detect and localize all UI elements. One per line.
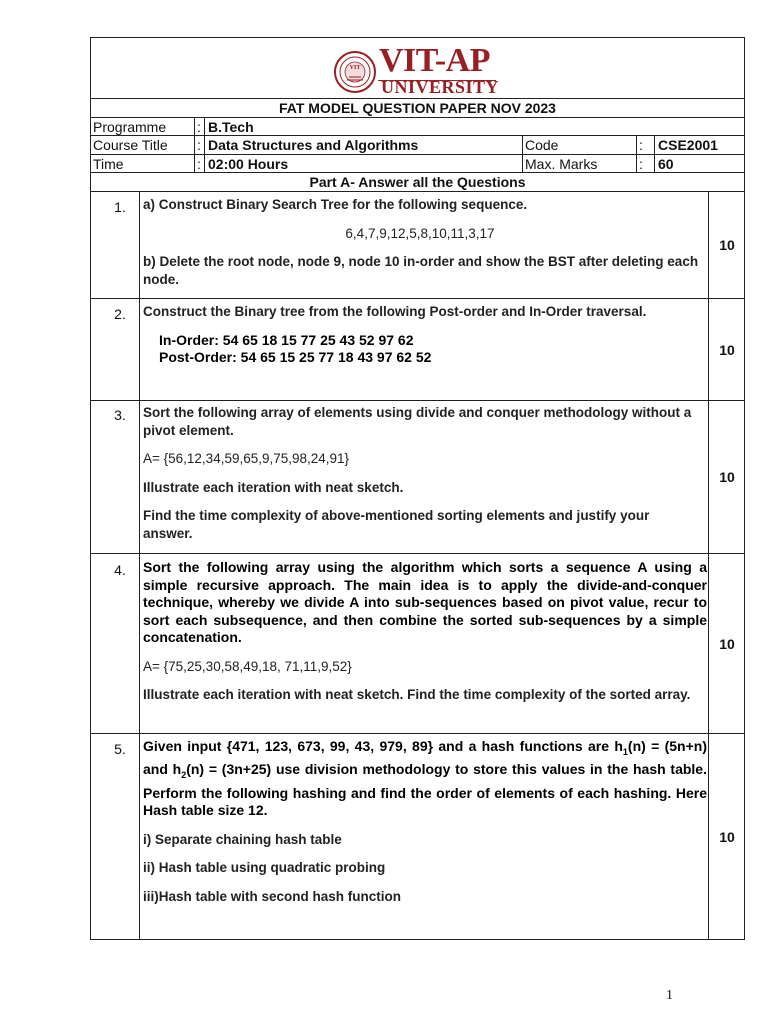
- question-marks: 10: [719, 829, 735, 845]
- programme-colon: :: [197, 119, 201, 135]
- code-colon: :: [639, 137, 643, 153]
- rule: [654, 135, 655, 172]
- question-number: 1.: [114, 199, 126, 215]
- rule: [90, 298, 745, 299]
- question-line: Post-Order: 54 65 15 25 77 18 43 97 62 52: [159, 349, 432, 365]
- time-value: 02:00 Hours: [208, 156, 289, 172]
- page-number: 1: [666, 988, 673, 1003]
- rule: [90, 117, 745, 118]
- rule: [90, 400, 745, 401]
- question-number: 4.: [114, 562, 126, 578]
- question-line: Sort the following array using the algorithm which sorts a sequence A using a simple recursive approach. The main idea is to apply the divide-and-conquer technique, whereby we divide A into sub-sequences based on pivot value, recur to sort each subsequence, and then combine the sorted sub-sequences by a simple concatenation.: [143, 559, 707, 645]
- question-marks: 10: [719, 469, 735, 485]
- code-value: CSE2001: [658, 137, 718, 153]
- rule: [636, 135, 637, 172]
- question-number: 5.: [114, 741, 126, 757]
- question-line: In-Order: 54 65 18 15 77 25 43 52 97 62: [159, 331, 414, 348]
- paper-title: FAT MODEL QUESTION PAPER NOV 2023: [279, 100, 556, 116]
- question-marks: 10: [719, 237, 735, 253]
- part-title: Part A- Answer all the Questions: [309, 174, 526, 190]
- university-logo: [333, 42, 503, 97]
- question-line: b) Delete the root node, node 9, node 10 in-order and show the BST after deleting each node.: [143, 254, 699, 287]
- question-line: A= {56,12,34,59,65,9,75,98,24,91}: [143, 451, 350, 466]
- question-line: [143, 738, 707, 820]
- rule: [708, 191, 709, 940]
- question-text-part: (n) = (5n+n) and h: [143, 738, 707, 778]
- code-label: Code: [525, 137, 559, 153]
- logo-underline: [378, 80, 496, 81]
- time-colon: :: [197, 156, 201, 172]
- university-sub: UNIVERSITY: [381, 77, 500, 97]
- rule: [90, 154, 745, 155]
- question-text-part: (n) = (3n+25) use division methodology to store this values in the hash table. Perform the following hashing and find the order of elements of each hashing. Here Hash table size 12.: [143, 761, 707, 819]
- question-line: iii)Hash table with second hash function: [143, 888, 402, 904]
- question-line: Find the time complexity of above-mentioned sorting elements and justify your answer.: [143, 508, 650, 541]
- subscript: 1: [622, 746, 628, 757]
- marks-value: 60: [658, 156, 674, 172]
- question-line: i) Separate chaining hash table: [143, 831, 342, 847]
- question-text-part: Given input {471, 123, 673, 99, 43, 979, 89} and a hash functions are h: [143, 738, 623, 754]
- rule: [204, 117, 205, 172]
- subscript: 2: [181, 770, 187, 781]
- rule: [90, 553, 745, 554]
- university-seal-icon: [333, 50, 377, 94]
- question-line: Sort the following array of elements using divide and conquer methodology without a pivot element.: [143, 405, 692, 438]
- rule: [90, 98, 745, 99]
- question-text: [143, 738, 707, 905]
- rule: [90, 191, 745, 192]
- question-text: [143, 303, 705, 367]
- rule: [90, 135, 745, 136]
- question-marks: 10: [719, 342, 735, 358]
- university-name: VIT-AP: [379, 42, 490, 79]
- question-line: 6,4,7,9,12,5,8,10,11,3,17: [345, 225, 495, 241]
- rule: [90, 172, 745, 173]
- question-text: [143, 196, 705, 288]
- question-number: 3.: [114, 407, 126, 423]
- university-seal-text: VIT: [349, 65, 361, 71]
- question-line: Illustrate each iteration with neat sketch.: [143, 479, 404, 495]
- question-line: Construct the Binary tree from the following Post-order and In-Order traversal.: [143, 304, 647, 319]
- question-text: [143, 404, 693, 542]
- question-marks: 10: [719, 636, 735, 652]
- question-text: [143, 559, 707, 704]
- question-line: a) Construct Binary Search Tree for the following sequence.: [143, 197, 528, 212]
- question-line: ii) Hash table using quadratic probing: [143, 860, 386, 876]
- course-colon: :: [197, 137, 201, 153]
- rule: [194, 117, 195, 172]
- marks-label: Max. Marks: [525, 156, 598, 172]
- rule: [522, 135, 523, 172]
- question-line: A= {75,25,30,58,49,18, 71,11,9,52}: [143, 658, 352, 674]
- marks-colon: :: [639, 156, 643, 172]
- question-number: 2.: [114, 306, 126, 322]
- course-value: Data Structures and Algorithms: [208, 137, 419, 153]
- programme-label: Programme: [93, 119, 167, 135]
- question-line: Illustrate each iteration with neat sketch. Find the time complexity of the sorted array.: [143, 687, 691, 702]
- programme-value: B.Tech: [208, 119, 254, 135]
- rule: [90, 733, 745, 734]
- time-label: Time: [93, 156, 124, 172]
- course-label: Course Title: [93, 137, 168, 153]
